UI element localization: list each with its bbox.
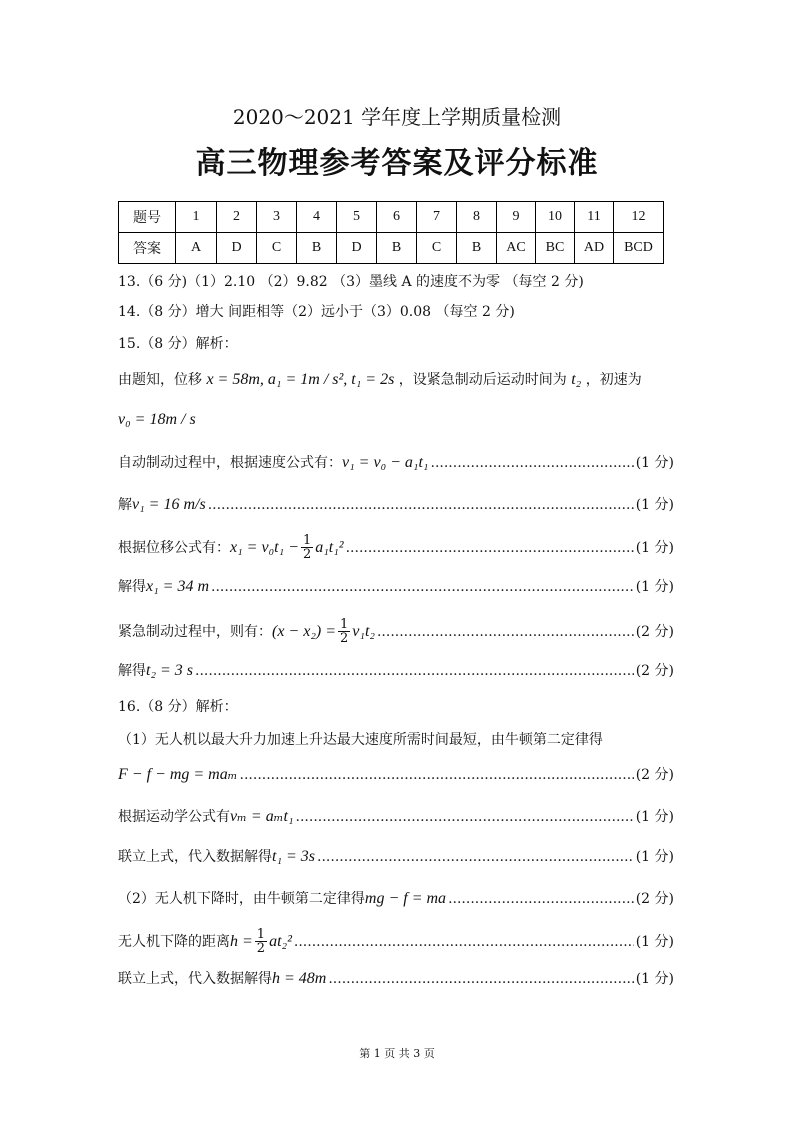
table-cell: 1 xyxy=(176,202,217,233)
q15-intro-math: x = 58m, a₁ = 1m / s², t₁ = 2s xyxy=(206,371,395,388)
q15-intro-t2: t₂ xyxy=(571,371,582,388)
q16-part1: （1）无人机以最大升力加速上升达最大速度所需时间最短，由牛顿第二定律得 xyxy=(118,732,603,748)
leader-dots xyxy=(431,452,634,474)
step-math: v₁ = v₀ − a₁t₁ xyxy=(342,454,429,471)
step-text: 自动制动过程中，根据速度公式有： xyxy=(118,455,342,471)
step-text: 解得 xyxy=(118,579,146,595)
q15-step-6 xyxy=(118,660,674,682)
table-cell: 12 xyxy=(614,202,664,233)
fraction xyxy=(338,618,350,645)
table-cell: 10 xyxy=(536,202,575,233)
q14-answer: 14.（8 分）增大 间距相等（2）远小于（3）0.08 （每空 2 分) xyxy=(118,304,515,320)
step-score: (1 分) xyxy=(635,539,674,556)
q15-step-2 xyxy=(118,494,674,516)
leader-dots xyxy=(317,846,634,868)
step-math: v₁ = 16 m/s xyxy=(132,496,206,513)
step-score: (2 分) xyxy=(635,623,674,640)
q15-intro xyxy=(118,370,642,390)
step-score: (1 分) xyxy=(635,497,674,513)
table-cell: 3 xyxy=(257,202,297,233)
table-cell-label: 答案 xyxy=(119,233,176,264)
table-cell: 11 xyxy=(575,202,614,233)
step-math: t₁ = 3s xyxy=(272,848,316,865)
step-math: h = 48m xyxy=(272,970,327,987)
table-cell: 6 xyxy=(377,202,417,233)
table-cell: 2 xyxy=(217,202,257,233)
page-footer: 第 1 页 共 3 页 xyxy=(359,1047,435,1060)
table-cell: C xyxy=(417,233,457,264)
q15-v0 xyxy=(118,410,196,430)
fraction-numerator: 1 xyxy=(340,617,349,632)
q15-step-1 xyxy=(118,452,674,474)
step-score: (2 分) xyxy=(635,767,674,783)
q16-step-3 xyxy=(118,846,674,868)
step-text: 解得 xyxy=(118,663,146,679)
fraction-denominator: 2 xyxy=(302,547,312,562)
leader-dots xyxy=(208,494,634,516)
step-math-b: v₁t₂ xyxy=(352,622,375,640)
table-row-questions xyxy=(119,202,664,233)
leader-dots xyxy=(346,537,634,559)
step-math: vₘ = aₘt₁ xyxy=(230,808,294,825)
q16-step-2 xyxy=(118,806,674,828)
table-cell: B xyxy=(377,233,417,264)
table-cell: AC xyxy=(497,233,536,264)
q15-step-4 xyxy=(118,576,674,598)
leader-dots xyxy=(448,888,634,910)
fraction-denominator: 2 xyxy=(340,631,349,646)
q16-heading: 16.（8 分）解析： xyxy=(118,699,238,715)
step-math-b: a₁t₁² xyxy=(315,538,344,556)
q16-step-5 xyxy=(118,928,674,955)
step-text: 根据运动学公式有 xyxy=(118,809,230,825)
leader-dots xyxy=(211,576,634,598)
leader-dots xyxy=(294,931,634,953)
fraction xyxy=(255,928,267,955)
table-cell: AD xyxy=(575,233,614,264)
table-cell: BCD xyxy=(614,233,664,264)
step-math-b: at₂² xyxy=(269,932,292,950)
step-text: 根据位移公式有： xyxy=(118,539,230,556)
q15-step-3 xyxy=(118,534,674,561)
table-cell-label: 题号 xyxy=(119,202,176,233)
q16-step-4 xyxy=(118,888,674,910)
table-cell: 8 xyxy=(457,202,497,233)
fraction-numerator: 1 xyxy=(256,927,266,942)
step-text: 联立上式，代入数据解得 xyxy=(118,971,272,987)
step-text: 无人机下降的距离 xyxy=(118,933,230,950)
q15-heading: 15.（8 分）解析： xyxy=(118,336,238,352)
q13-answer: 13.（6 分)（1）2.10 （2）9.82 （3）墨线 A 的速度不为零 （每空 2 分) xyxy=(118,274,584,290)
table-cell: 4 xyxy=(297,202,337,233)
table-cell: B xyxy=(297,233,337,264)
table-cell: BC xyxy=(536,233,575,264)
step-score: (1 分) xyxy=(635,809,674,825)
step-math: h = xyxy=(230,932,253,950)
step-math: x₁ = v₀t₁ − xyxy=(230,538,299,556)
table-cell: 7 xyxy=(417,202,457,233)
leader-dots xyxy=(240,764,634,786)
step-math: x₁ = 34 m xyxy=(146,578,210,595)
step-score: (1 分) xyxy=(635,971,674,987)
q16-step-1 xyxy=(118,764,674,786)
q15-intro-text2: ，设紧急制动后运动时间为 xyxy=(398,372,567,388)
step-math: F − f − mg = maₘ xyxy=(118,766,238,783)
q15-v0-math: v₀ = 18m / s xyxy=(118,411,196,428)
step-math: (x − x₂) = xyxy=(272,622,337,640)
step-score: (1 分) xyxy=(635,933,674,950)
fraction xyxy=(301,534,313,561)
step-score: (1 分) xyxy=(635,455,674,471)
leader-dots xyxy=(195,660,634,682)
table-cell: A xyxy=(176,233,217,264)
table-cell: D xyxy=(337,233,377,264)
leader-dots xyxy=(296,806,634,828)
fraction-numerator: 1 xyxy=(302,533,312,548)
step-text: 解 xyxy=(118,497,132,513)
answer-table xyxy=(118,201,664,264)
q15-step-5 xyxy=(118,618,674,645)
step-text: （2）无人机下降时，由牛顿第二定律得 xyxy=(118,891,365,907)
fraction-denominator: 2 xyxy=(256,941,266,956)
step-math: t₂ = 3 s xyxy=(146,662,194,679)
leader-dots xyxy=(328,968,633,990)
table-cell: D xyxy=(217,233,257,264)
table-cell: 9 xyxy=(497,202,536,233)
step-math: mg − f = ma xyxy=(364,890,447,907)
leader-dots xyxy=(377,621,634,643)
q15-intro-text3: ，初速为 xyxy=(585,372,642,388)
step-text: 紧急制动过程中，则有： xyxy=(118,623,272,640)
step-score: (2 分) xyxy=(635,891,674,907)
step-score: (2 分) xyxy=(635,663,674,679)
q16-step-6 xyxy=(118,968,674,990)
step-text: 联立上式，代入数据解得 xyxy=(118,849,272,865)
step-score: (1 分) xyxy=(635,849,674,865)
step-score: (1 分) xyxy=(635,579,674,595)
q15-intro-text: 由题知，位移 xyxy=(118,372,202,388)
table-cell: C xyxy=(257,233,297,264)
exam-subtitle: 2020～2021 学年度上学期质量检测 xyxy=(232,105,562,129)
table-cell: 5 xyxy=(337,202,377,233)
table-cell: B xyxy=(457,233,497,264)
table-row-answers xyxy=(119,233,664,264)
page-title: 高三物理参考答案及评分标准 xyxy=(195,146,599,181)
